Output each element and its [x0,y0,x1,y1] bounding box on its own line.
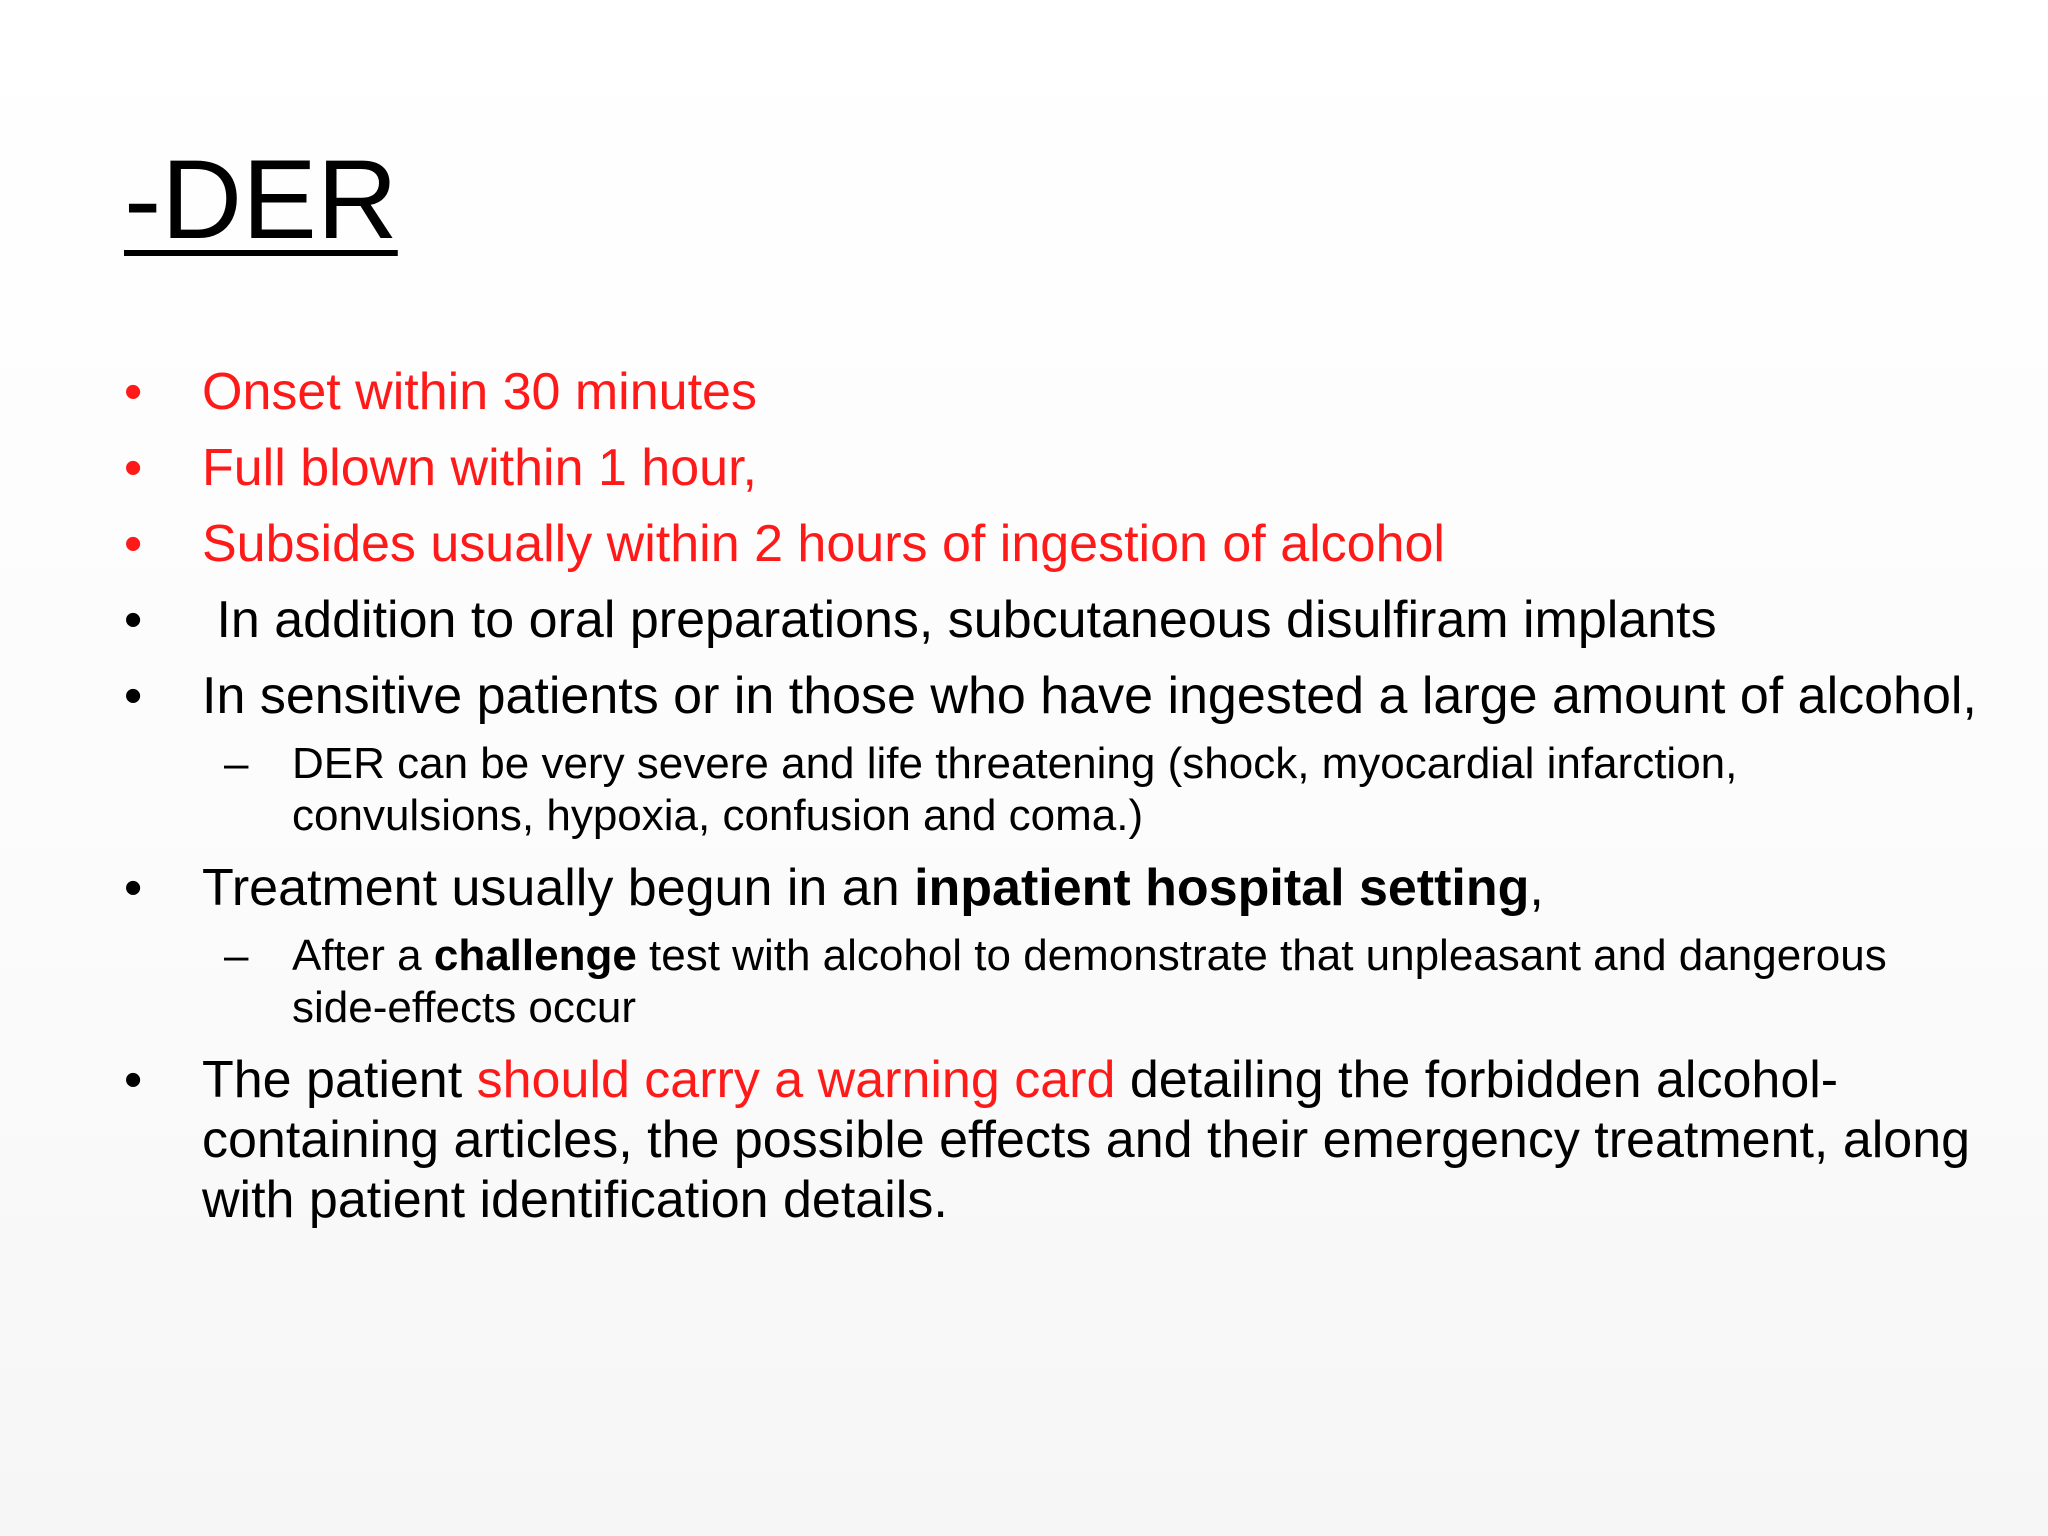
bullet-marker: • [124,591,143,649]
sub-bullet-item-challenge [124,930,1984,1034]
bullet-text: In sensitive patients or in those who have ingested a large amount of alcohol, [202,667,1977,725]
bullet-marker: • [124,859,143,917]
bullet-marker: • [124,515,143,573]
bullet-item-sensitive-patients [124,666,1984,726]
bullet-item-warning-card [124,1050,1984,1230]
bullet-text: Full blown within 1 hour, [202,439,757,497]
bullet-item-subsides [124,514,1984,574]
sub-bullet-text-bold: challenge [433,931,637,980]
sub-bullet-text-pre: After a [292,931,434,980]
sub-bullet-text-post: test with alcohol to demonstrate that unpleasant and dangerous side-effects occur [292,931,1887,1032]
bullet-marker: • [124,439,143,497]
bullet-text-post: detailing the forbidden alcohol-containing articles, the possible effects and their emergency treatment, along with patient identification details. [202,1051,1971,1229]
dash-marker: – [224,931,249,980]
bullet-text-pre: The patient [202,1051,477,1109]
bullet-marker: • [124,363,143,421]
bullet-item-onset [124,362,1984,422]
bullet-text-post: , [1529,859,1544,917]
bullet-list [124,362,1984,1246]
bullet-item-full-blown [124,438,1984,498]
bullet-text: In addition to oral preparations, subcutaneous disulfiram implants [202,591,1717,649]
bullet-item-treatment [124,858,1984,918]
bullet-text-bold: inpatient hospital setting [914,859,1530,917]
bullet-item-implants [124,590,1984,650]
bullet-text: Subsides usually within 2 hours of ingestion of alcohol [202,515,1445,573]
bullet-marker: • [124,1051,143,1109]
bullet-marker: • [124,667,143,725]
dash-marker: – [224,739,249,788]
sub-bullet-text: DER can be very severe and life threatening (shock, myocardial infarction, convulsions, hypoxia, confusion and coma.) [292,739,1738,840]
bullet-text-highlight: should carry a warning card [476,1051,1116,1109]
bullet-text-pre: Treatment usually begun in an [202,859,915,917]
sub-bullet-item-severe [124,738,1984,842]
slide-title: -DER [124,137,398,262]
bullet-text: Onset within 30 minutes [202,363,757,421]
